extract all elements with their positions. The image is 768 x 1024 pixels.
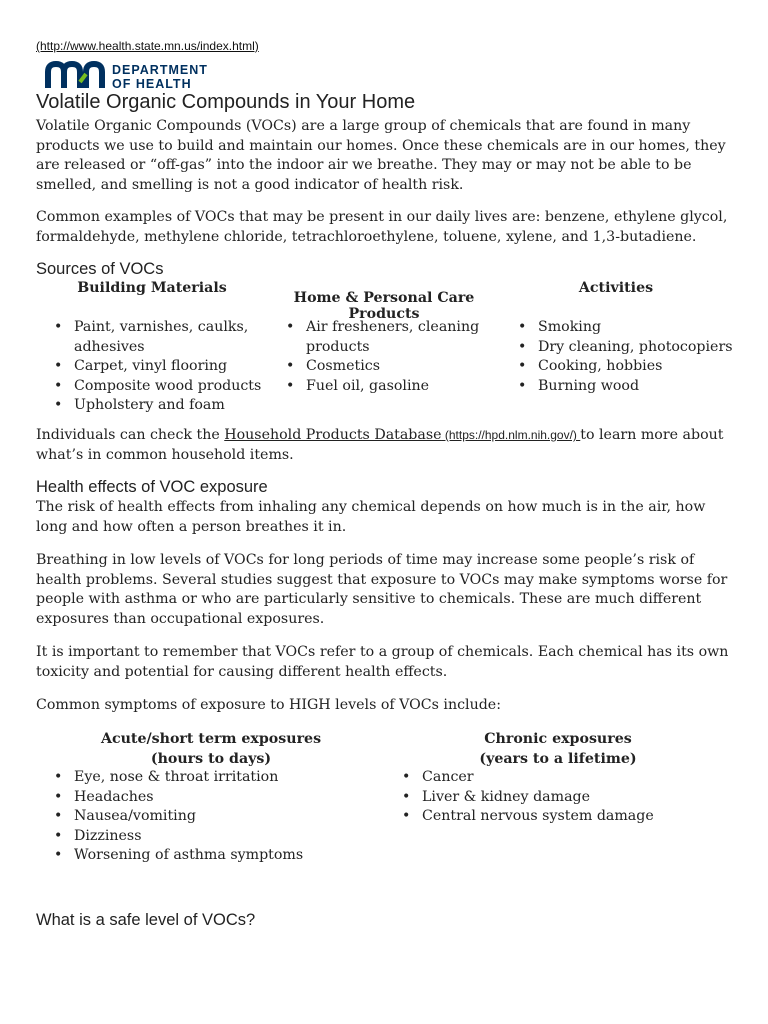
list-item: • Dry cleaning, photocopiers: [538, 338, 768, 358]
intro-paragraph-1: Volatile Organic Compounds (VOCs) are a large group of chemicals that are found in many products we use to build and maintain our homes. Once these chemicals are in our homes, they are released or “off-gas” into the indoor air we breathe. They may or may not be able to be smelled, and smelling is not a good indicator of health risk.: [36, 118, 726, 193]
activities-list: [500, 318, 768, 396]
hpd-suffix-text: to learn more about what’s in common household items.: [36, 427, 724, 463]
health-paragraph-2: Breathing in low levels of VOCs for long periods of time may increase some people’s risk of health problems. Several studies suggest that exposure to VOCs may make symptoms worse for people with asthma or who are particularly sensitive to chemicals. These are much different exposures than occupational exposures.: [36, 552, 728, 627]
mn-logo-mark-icon: [44, 60, 214, 92]
hpd-url-text[interactable]: (https://hpd.nlm.nih.gov/): [441, 428, 581, 442]
list-item: • Worsening of asthma symptoms: [74, 846, 404, 866]
health-paragraph-1: The risk of health effects from inhaling any chemical depends on how much is in the air, how long and how often a person breathes it in.: [36, 499, 706, 535]
household-products-database-link[interactable]: [224, 427, 580, 443]
hpd-prefix-text: Individuals can check the: [36, 427, 225, 443]
list-item: • Carpet, vinyl flooring: [74, 357, 294, 377]
list-item: • Upholstery and foam: [74, 396, 294, 416]
list-item: • Paint, varnishes, caulks, adhesives: [74, 318, 294, 357]
acute-title: Acute/short term exposures: [100, 731, 322, 747]
health-effects-heading: Health effects of VOC exposure: [36, 478, 268, 496]
list-item: • Liver & kidney damage: [422, 788, 752, 808]
list-item: • Burning wood: [538, 377, 768, 397]
list-item: • Headaches: [74, 788, 404, 808]
acute-exposures-heading: [36, 730, 386, 769]
acute-symptoms-list: [36, 768, 404, 866]
hpd-paragraph: [36, 426, 736, 465]
list-item: • Central nervous system damage: [422, 807, 752, 827]
logo-text-line2: OF HEALTH: [112, 77, 192, 91]
mdh-logo: [44, 60, 214, 92]
acute-subtitle: (hours to days): [150, 750, 272, 767]
chronic-title: Chronic exposures: [484, 731, 632, 747]
logo-text-line1: DEPARTMENT: [112, 63, 208, 77]
list-item: • Cosmetics: [306, 357, 526, 377]
home-care-products-list: [268, 318, 526, 396]
list-item: • Eye, nose & throat irritation: [74, 768, 404, 788]
list-item: • Composite wood products: [74, 377, 294, 397]
home-care-products-heading: Home & Personal Care Products: [293, 290, 475, 322]
building-materials-heading: Building Materials: [77, 280, 227, 296]
building-materials-list: [36, 318, 294, 416]
chronic-exposures-heading: [383, 730, 733, 769]
intro-paragraph-2: Common examples of VOCs that may be present in our daily lives are: benzene, ethylene glycol, formaldehyde, methylene chloride, tetrachloroethylene, toluene, xylene, and 1,3-butadiene.: [36, 209, 728, 245]
list-item: • Smoking: [538, 318, 768, 338]
hpd-link-text[interactable]: Household Products Database: [224, 427, 442, 443]
health-paragraph-3: It is important to remember that VOCs refer to a group of chemicals. Each chemical has its own toxicity and potential for causing different health effects.: [36, 644, 729, 680]
chronic-subtitle: (years to a lifetime): [479, 750, 637, 767]
safe-level-heading: What is a safe level of VOCs?: [36, 911, 256, 929]
page-title: Volatile Organic Compounds in Your Home: [36, 91, 416, 113]
health-paragraph-4: Common symptoms of exposure to HIGH levels of VOCs include:: [36, 697, 501, 713]
source-url-link[interactable]: (http://www.health.state.mn.us/index.html): [36, 39, 259, 53]
list-item: • Cancer: [422, 768, 752, 788]
list-item: • Cooking, hobbies: [538, 357, 768, 377]
list-item: • Nausea/vomiting: [74, 807, 404, 827]
activities-heading: Activities: [578, 280, 654, 296]
list-item: • Dizziness: [74, 827, 404, 847]
list-item: • Fuel oil, gasoline: [306, 377, 526, 397]
chronic-symptoms-list: [384, 768, 752, 827]
sources-heading: Sources of VOCs: [36, 260, 164, 278]
list-item: • Air fresheners, cleaning products: [306, 318, 526, 357]
